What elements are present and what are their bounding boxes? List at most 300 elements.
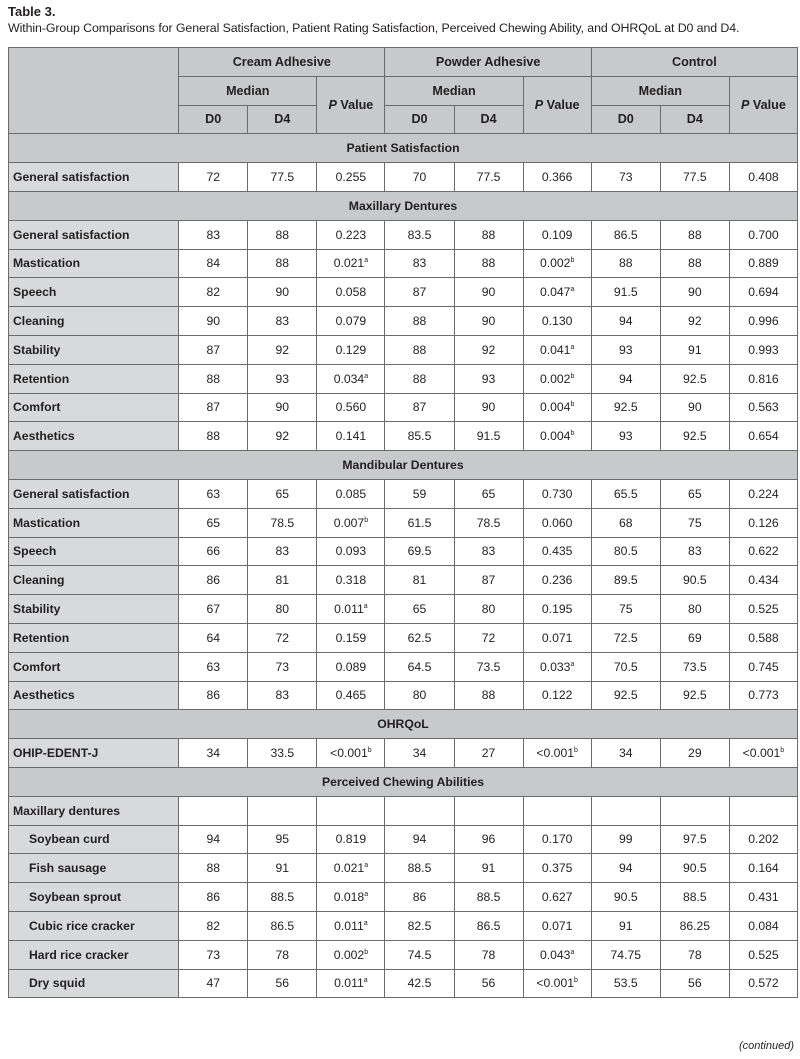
section-header-row (9, 710, 798, 739)
table-cell (385, 278, 454, 307)
cell-value: 93 (481, 371, 496, 386)
cell-value: 78 (481, 947, 496, 962)
cell-value: 90 (275, 285, 290, 300)
table-cell (454, 623, 523, 652)
table-cell (248, 537, 317, 566)
cell-value: 88 (206, 371, 220, 386)
section-title: Patient Satisfaction (9, 134, 798, 163)
table-cell (523, 566, 591, 595)
table-cell (385, 681, 454, 710)
table-cell (179, 825, 248, 854)
table-cell (248, 652, 317, 681)
table-cell (179, 595, 248, 624)
table-cell (317, 969, 385, 998)
cell-value: 69.5 (407, 544, 432, 559)
table-cell (385, 566, 454, 595)
cell-value: 88.5 (270, 890, 295, 904)
d0-header: D0 (385, 105, 454, 134)
cell-value: <0.001 (536, 976, 575, 991)
cell-value: 97.5 (682, 832, 707, 847)
cell-value: 0.079 (335, 314, 367, 329)
cell-value: 72 (206, 170, 220, 185)
table-cell (179, 220, 248, 249)
table-cell (660, 681, 729, 710)
row-label: Aesthetics (9, 422, 179, 451)
cell-value: 73.5 (682, 659, 707, 674)
p-value-header: P Value (523, 76, 591, 134)
cell-value: 88.5 (407, 861, 432, 876)
table-cell (179, 969, 248, 998)
section-header-row (9, 451, 798, 480)
cell-value: 63 (206, 486, 220, 501)
cell-value: 0.700 (748, 227, 779, 242)
cell-value: 64.5 (407, 659, 432, 674)
significance-marker: a (364, 890, 369, 898)
table-row (9, 911, 798, 940)
section-header-row (9, 191, 798, 220)
cell-value: 90 (275, 400, 290, 415)
cell-value: 27 (481, 746, 496, 761)
table-cell (523, 364, 591, 393)
cell-value: 62.5 (407, 630, 432, 645)
cell-value: 86 (206, 688, 220, 703)
group-header-control: Control (591, 48, 797, 77)
cell-value: 75 (618, 602, 633, 617)
table-cell (660, 278, 729, 307)
cell-value: 81 (275, 573, 290, 588)
table-cell (729, 537, 797, 566)
cell-value: 91 (481, 861, 496, 876)
table-cell (179, 681, 248, 710)
table-cell (660, 479, 729, 508)
cell-value: 0.622 (748, 544, 779, 559)
d4-header: D4 (454, 105, 523, 134)
table-row (9, 278, 798, 307)
table-cell (248, 249, 317, 278)
table-cell (729, 969, 797, 998)
cell-value: 59 (412, 486, 427, 501)
table-cell (591, 883, 660, 912)
cell-value: 72.5 (613, 630, 638, 645)
cell-value: 86 (206, 890, 220, 904)
table-cell (248, 796, 317, 825)
table-cell (179, 508, 248, 537)
cell-value: 0.122 (541, 688, 573, 703)
cell-value: 0.816 (748, 371, 779, 386)
cell-value: 91.5 (613, 285, 638, 300)
table-cell (729, 163, 797, 192)
table-cell (248, 883, 317, 912)
row-label: Stability (9, 595, 179, 624)
cell-value: 0.004 (539, 400, 571, 415)
table-cell (317, 566, 385, 595)
table-cell (248, 307, 317, 336)
cell-value: 0.164 (748, 861, 779, 876)
row-label: Mastication (9, 508, 179, 537)
cell-value: 75 (688, 515, 702, 530)
cell-value: 0.007 (333, 515, 365, 530)
table-cell (591, 796, 660, 825)
table-cell (660, 940, 729, 969)
cell-value: 87 (206, 400, 220, 415)
cell-value: <0.001 (330, 746, 368, 761)
cell-value: 0.004 (539, 429, 571, 444)
cell-value: 0.889 (748, 256, 779, 271)
table-cell (317, 739, 385, 768)
table-cell (729, 940, 797, 969)
cell-value: 0.572 (748, 976, 779, 991)
cell-value: 0.694 (748, 285, 779, 300)
row-label: Cleaning (9, 566, 179, 595)
table-cell (591, 537, 660, 566)
table-cell (179, 883, 248, 912)
table-row (9, 969, 798, 998)
cell-value: 88.5 (476, 890, 501, 904)
table-cell (317, 335, 385, 364)
cell-value: 0.993 (748, 342, 779, 357)
cell-value: 94 (618, 861, 633, 876)
table-cell (454, 307, 523, 336)
row-label: Hard rice cracker (9, 940, 179, 969)
cell-value: 0.141 (335, 429, 367, 444)
cell-value: 91 (275, 861, 290, 876)
table-cell (523, 220, 591, 249)
cell-value: 0.224 (748, 486, 779, 501)
cell-value: 87 (412, 285, 427, 300)
row-label: Mastication (9, 249, 179, 278)
row-label: General satisfaction (9, 163, 179, 192)
table-cell (523, 595, 591, 624)
significance-marker: a (364, 257, 369, 265)
table-cell (317, 508, 385, 537)
cell-value: 88 (481, 688, 496, 703)
table-cell (179, 249, 248, 278)
cell-value: 72 (481, 630, 496, 645)
cell-value: 0.041 (539, 342, 571, 357)
table-cell (317, 940, 385, 969)
table-header (9, 48, 798, 134)
cell-value: 92 (688, 314, 702, 329)
significance-marker: a (364, 372, 369, 380)
table-cell (317, 854, 385, 883)
table-cell (248, 825, 317, 854)
cell-value: 99 (618, 832, 633, 847)
table-row (9, 508, 798, 537)
cell-value: 0.318 (335, 573, 367, 588)
cell-value: 91.5 (476, 429, 501, 444)
table-cell (591, 854, 660, 883)
cell-value: 90 (481, 285, 496, 300)
cell-value: <0.001 (536, 746, 575, 761)
table-cell (454, 422, 523, 451)
table-cell (385, 508, 454, 537)
cell-value: 93 (275, 371, 290, 386)
table-cell (179, 537, 248, 566)
table-row (9, 220, 798, 249)
cell-value: 92 (481, 342, 496, 357)
section-title: Perceived Chewing Abilities (9, 767, 798, 796)
cell-value: 0.236 (541, 573, 573, 588)
cell-value: 34 (412, 746, 427, 761)
table-cell (385, 969, 454, 998)
cell-value: 0.034 (333, 371, 365, 386)
section-header-row (9, 134, 798, 163)
table-cell (591, 969, 660, 998)
cell-value: 86.5 (613, 227, 638, 242)
cell-value: 89.5 (613, 573, 638, 588)
table-cell (317, 681, 385, 710)
table-cell (523, 883, 591, 912)
cell-value: 77.5 (476, 170, 501, 185)
cell-value: 90 (481, 314, 496, 329)
table-row (9, 796, 798, 825)
cell-value: 88 (481, 256, 496, 271)
table-cell (729, 278, 797, 307)
table-cell (317, 307, 385, 336)
table-title: Table 3. (8, 4, 56, 19)
table-cell (591, 307, 660, 336)
cell-value: 0.996 (748, 314, 779, 329)
cell-value: 88 (412, 314, 427, 329)
cell-value: 83 (275, 314, 290, 329)
cell-value: 0.047 (539, 285, 571, 300)
significance-marker: b (367, 746, 372, 754)
section-title: OHRQoL (9, 710, 798, 739)
table-row (9, 479, 798, 508)
cell-value: 73 (275, 659, 290, 674)
significance-marker: b (780, 746, 785, 754)
cell-value: 92 (275, 429, 290, 444)
significance-marker: a (364, 862, 369, 870)
table-cell (248, 508, 317, 537)
table-cell (729, 681, 797, 710)
table-cell (729, 739, 797, 768)
cell-value: 0.255 (335, 170, 367, 185)
cell-value: 80 (275, 602, 290, 617)
table-cell (729, 307, 797, 336)
table-cell (179, 393, 248, 422)
cell-value: 95 (275, 832, 290, 847)
table-cell (660, 335, 729, 364)
cell-value: 92.5 (613, 400, 638, 415)
table-cell (660, 652, 729, 681)
table-cell (317, 595, 385, 624)
row-label: OHIP-EDENT-J (9, 739, 179, 768)
table-row (9, 307, 798, 336)
cell-value: 86 (412, 890, 427, 904)
table-cell (454, 249, 523, 278)
table-cell (248, 623, 317, 652)
table-cell (729, 911, 797, 940)
table-cell (454, 220, 523, 249)
cell-value: 65 (481, 486, 496, 501)
cell-value: 90 (206, 314, 220, 329)
cell-value: 78.5 (270, 515, 295, 530)
table-cell (385, 825, 454, 854)
table-cell (454, 969, 523, 998)
cell-value: 87 (206, 342, 220, 357)
table-cell (729, 249, 797, 278)
table-cell (179, 163, 248, 192)
table-cell (591, 940, 660, 969)
table-cell (523, 278, 591, 307)
cell-value: 68 (618, 515, 633, 530)
table-cell (385, 940, 454, 969)
table-cell (729, 566, 797, 595)
table-cell (729, 422, 797, 451)
table-cell (454, 393, 523, 422)
table-cell (248, 278, 317, 307)
cell-value: 80 (481, 602, 496, 617)
cell-value: 56 (481, 976, 496, 991)
table-cell (179, 307, 248, 336)
table-row (9, 739, 798, 768)
cell-value: 88 (618, 256, 633, 271)
table-cell (248, 220, 317, 249)
table-cell (591, 652, 660, 681)
table-cell (729, 796, 797, 825)
d0-header: D0 (591, 105, 660, 134)
cell-value: 0.093 (335, 544, 367, 559)
cell-value: 83.5 (407, 227, 432, 242)
cell-value: 90 (688, 400, 702, 415)
cell-value: 0.195 (541, 602, 573, 617)
table-cell (660, 825, 729, 854)
cell-value: 74.5 (407, 947, 432, 962)
table-cell (317, 249, 385, 278)
cell-value: 64 (206, 630, 220, 645)
table-cell (660, 883, 729, 912)
cell-value: 83 (481, 544, 496, 559)
cell-value: 77.5 (682, 170, 707, 185)
significance-marker: b (364, 516, 369, 524)
significance-marker: a (363, 977, 368, 985)
cell-value: 29 (688, 746, 702, 761)
cell-value: 83 (275, 544, 290, 559)
significance-marker: a (363, 602, 368, 610)
table-cell (454, 854, 523, 883)
table-cell (454, 681, 523, 710)
p-value-header: P Value (729, 76, 797, 134)
cell-value: 0.130 (541, 314, 573, 329)
cell-value: 69 (688, 630, 702, 645)
table-cell (385, 911, 454, 940)
table-cell (591, 335, 660, 364)
table-cell (248, 364, 317, 393)
cell-value: 33.5 (270, 746, 295, 761)
cell-value: 0.002 (333, 947, 365, 962)
table-row (9, 623, 798, 652)
table-row (9, 854, 798, 883)
table-cell (317, 652, 385, 681)
cell-value: 77.5 (270, 170, 295, 185)
table-cell (248, 681, 317, 710)
table-cell (317, 825, 385, 854)
table-cell (523, 911, 591, 940)
table-row (9, 652, 798, 681)
table-cell (454, 940, 523, 969)
row-label: Dry squid (9, 969, 179, 998)
significance-marker: a (570, 286, 575, 294)
table-cell (385, 393, 454, 422)
cell-value: 78.5 (476, 515, 501, 530)
cell-value: 0.465 (335, 688, 367, 703)
table-cell (729, 595, 797, 624)
table-cell (523, 796, 591, 825)
cell-value: 86 (206, 573, 220, 588)
cell-value: 74.75 (610, 947, 641, 962)
table-cell (660, 163, 729, 192)
cell-value: 90 (688, 285, 702, 300)
cell-value: 70.5 (613, 659, 638, 674)
table-cell (729, 220, 797, 249)
table-cell (385, 364, 454, 393)
results-table (8, 47, 798, 998)
table-cell (454, 566, 523, 595)
table-cell (385, 249, 454, 278)
table-cell (660, 249, 729, 278)
cell-value: 88 (481, 227, 496, 242)
cell-value: 80 (412, 688, 427, 703)
significance-marker: b (364, 948, 369, 956)
cell-value: 0.745 (748, 659, 779, 674)
cell-value: 0.109 (541, 227, 573, 242)
table-cell (660, 537, 729, 566)
table-cell (385, 537, 454, 566)
table-row (9, 249, 798, 278)
table-cell (385, 652, 454, 681)
table-cell (591, 249, 660, 278)
cell-value: 88 (688, 256, 702, 271)
row-label: Comfort (9, 393, 179, 422)
table-cell (385, 595, 454, 624)
cell-value: 65 (275, 486, 290, 501)
cell-value: 94 (618, 371, 633, 386)
table-cell (591, 595, 660, 624)
group-header-cream: Cream Adhesive (179, 48, 385, 77)
cell-value: 0.408 (748, 170, 779, 185)
table-cell (454, 479, 523, 508)
cell-value: 80 (688, 602, 702, 617)
table-cell (317, 220, 385, 249)
cell-value: 0.071 (541, 630, 573, 645)
cell-value: 0.202 (748, 832, 779, 847)
table-cell (591, 479, 660, 508)
cell-value: 88 (206, 861, 220, 876)
significance-marker: b (570, 401, 575, 409)
table-cell (591, 739, 660, 768)
cell-value: 0.021 (333, 256, 365, 271)
cell-value: 0.126 (748, 515, 779, 530)
cell-value: 88 (412, 342, 427, 357)
table-cell (523, 739, 591, 768)
row-label: Speech (9, 278, 179, 307)
cell-value: 0.431 (748, 890, 779, 904)
table-cell (729, 883, 797, 912)
table-cell (729, 623, 797, 652)
significance-marker: b (570, 430, 575, 438)
table-row (9, 940, 798, 969)
cell-value: 0.089 (335, 659, 367, 674)
cell-value: 73 (618, 170, 633, 185)
table-cell (248, 911, 317, 940)
table-cell (523, 854, 591, 883)
cell-value: 0.435 (541, 544, 573, 559)
cell-value: 88 (206, 429, 220, 444)
row-label: Soybean sprout (9, 883, 179, 912)
cell-value: 73 (206, 947, 220, 962)
significance-marker: b (574, 746, 578, 754)
